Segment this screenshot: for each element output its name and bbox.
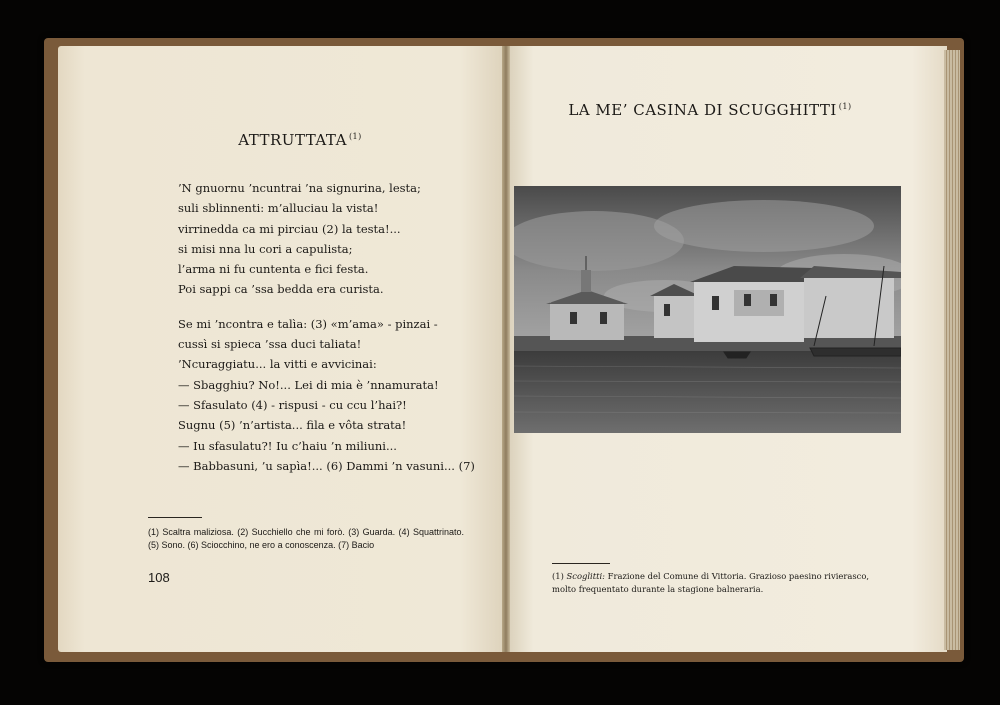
- poem-line: ’N gnuornu ’ncuntrai ’na signurina, lesta;: [178, 181, 421, 195]
- footnote-rule: [148, 517, 202, 518]
- poem-line: Se mi ’ncontra e talìa: (3) «m’ama» - pinzai -: [178, 316, 438, 331]
- left-footnote: (1) Scaltra maliziosa. (2) Succhiello che mi forò. (3) Guarda. (4) Squattrinato. (5) Sono. (6) Sciocchino, ne ero a conoscenza. (7) Bacio: [148, 527, 464, 550]
- page-number: 108: [148, 570, 170, 585]
- photo-illustration: [514, 186, 901, 433]
- coastal-house-photo: [514, 186, 901, 433]
- stanza-gap: [178, 300, 478, 314]
- right-footnote-place: Scoglitti:: [566, 571, 605, 581]
- right-footnote-mark: (1): [552, 571, 564, 581]
- chapter-title: [560, 101, 860, 119]
- poem-line: — Babbasuni, ’u sapìa!... (6) Dammi ’n vasuni... (7): [178, 458, 475, 473]
- right-footnote-rule: [552, 563, 610, 564]
- poem-line: cussì si spieca ’ssa duci taliata!: [178, 337, 362, 352]
- right-footnote-text: Frazione del Comune di Vittoria. Grazioso paesino rivierasco, molto frequentato durante la stagione balneraria.: [552, 571, 870, 594]
- poem-line: virrinedda ca mi pirciau (2) la testa!...: [178, 221, 401, 236]
- book-gutter: [502, 46, 510, 652]
- poem-line: Sugnu (5) ’n’artista... fila e vôta strata!: [178, 418, 407, 433]
- poem-line: ’Ncuraggiatu... la vitti e avvicinai:: [178, 357, 377, 372]
- poem-line: — Sbagghiu? No!... Lei di mia è ’nnamurata!: [178, 377, 439, 392]
- poem-line: Poi sappi ca ’ssa bedda era curista.: [178, 282, 384, 297]
- poem-line: — Iu sfasulatu?! Iu c’haiu ’n miliuni...: [178, 438, 397, 453]
- right-footnote: [552, 570, 888, 596]
- poem-line: — Sfasulato (4) - rispusi - cu ccu l’hai?!: [178, 397, 407, 412]
- page-edges: [944, 50, 960, 650]
- poem-line: si misi nna lu cori a capulista;: [178, 241, 353, 256]
- poem-title: [180, 131, 420, 149]
- poem-body: [178, 178, 478, 476]
- poem-title-text: ATTRUTTATA: [238, 131, 347, 149]
- chapter-title-note: (1): [838, 102, 852, 111]
- poem-line: l’arma ni fu cuntenta e fici festa.: [178, 262, 369, 277]
- chapter-title-text: LA ME’ CASINA DI SCUGGHITTI: [568, 101, 837, 119]
- poem-title-note: (1): [348, 132, 362, 141]
- poem-line: suli sblinnenti: m’alluciau la vista!: [178, 201, 379, 216]
